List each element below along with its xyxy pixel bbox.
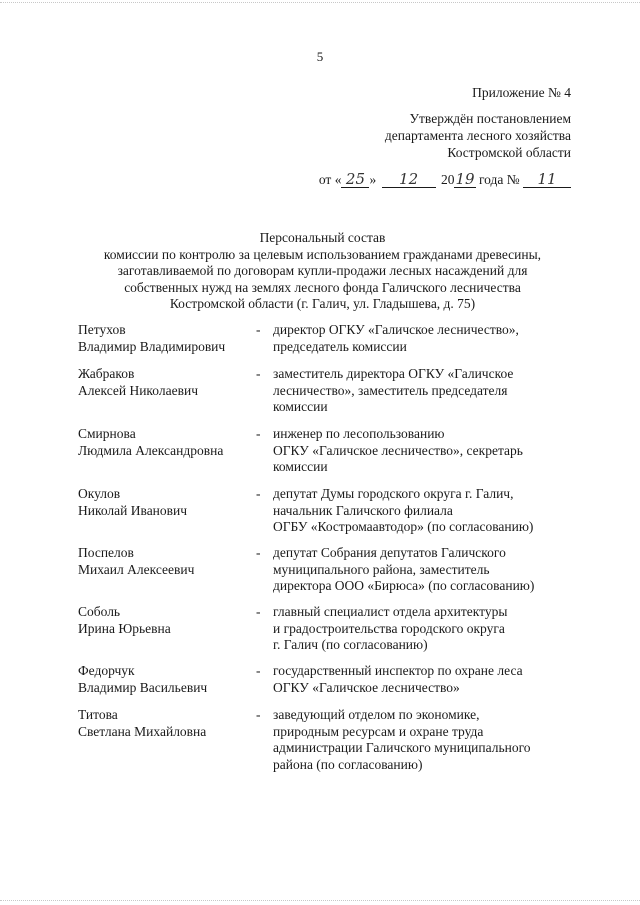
approved-by-line-3: Костромской области xyxy=(447,145,571,160)
member-surname: Титова xyxy=(78,707,118,722)
document-title xyxy=(70,230,575,313)
year-prefix: 20 xyxy=(437,172,455,187)
member-surname: Петухов xyxy=(78,322,126,337)
year-word: года № xyxy=(475,172,520,187)
member-role xyxy=(273,545,573,595)
member-dash: - xyxy=(256,663,261,678)
member-surname: Поспелов xyxy=(78,545,134,560)
member-role xyxy=(273,426,573,476)
title-line-2: заготавливаемой по договорам купли-продажи лесных насаждений для xyxy=(117,263,528,278)
member-dash: - xyxy=(256,366,261,381)
member-role xyxy=(273,322,573,355)
member-dash: - xyxy=(256,707,261,722)
decree-date-line xyxy=(319,171,571,188)
member-surname: Жабраков xyxy=(78,366,135,381)
member-dash: - xyxy=(256,426,261,441)
member-role xyxy=(273,604,573,654)
member-name xyxy=(78,707,248,740)
role-line: депутат Собрания депутатов Галичского xyxy=(273,545,506,560)
member-role xyxy=(273,663,573,696)
member-dash: - xyxy=(256,604,261,619)
role-line: начальник Галичского филиала xyxy=(273,502,453,518)
member-dash: - xyxy=(256,545,261,560)
member-given-name: Ирина Юрьевна xyxy=(78,620,171,636)
page-number: 5 xyxy=(316,49,324,64)
approved-by-line-2: департамента лесного хозяйства xyxy=(384,128,571,143)
approval-block xyxy=(319,84,571,188)
role-line: лесничество», заместитель председателя xyxy=(273,382,508,398)
role-line: природным ресурсам и охране труда xyxy=(273,723,484,739)
role-line: директора ООО «Бирюса» (по согласованию) xyxy=(273,578,535,593)
role-line: комиссии xyxy=(273,399,328,414)
member-surname: Смирнова xyxy=(78,426,136,441)
role-line: депутат Думы городского округа г. Галич, xyxy=(273,486,514,501)
role-line: района (по согласованию) xyxy=(273,756,423,772)
date-day-handwritten: 25 xyxy=(341,172,369,188)
member-role xyxy=(273,707,573,773)
role-line: муниципального района, заместитель xyxy=(273,561,490,577)
role-line: комиссии xyxy=(273,459,328,474)
role-line: и градостроительства городского округа xyxy=(273,620,505,636)
year-suffix-handwritten: 19 xyxy=(455,170,475,188)
member-given-name: Владимир Владимирович xyxy=(78,338,226,354)
member-given-name: Николай Иванович xyxy=(78,502,188,518)
appendix-label: Приложение № 4 xyxy=(472,85,571,100)
member-role xyxy=(273,366,573,416)
role-line: г. Галич (по согласованию) xyxy=(273,637,428,652)
member-given-name: Светлана Михайловна xyxy=(78,723,207,739)
member-given-name: Владимир Васильевич xyxy=(78,679,208,695)
date-prefix: от « xyxy=(318,172,342,187)
member-surname: Соболь xyxy=(78,604,121,619)
member-dash: - xyxy=(256,322,261,337)
member-role xyxy=(273,486,573,536)
title-line-4: Костромской области (г. Галич, ул. Гладышева, д. 75) xyxy=(169,296,476,311)
role-line: администрации Галичского муниципального xyxy=(273,740,531,755)
date-month-handwritten: 12 xyxy=(382,172,436,188)
date-mid: » xyxy=(369,172,380,187)
member-surname: Федорчук xyxy=(78,663,135,678)
member-name xyxy=(78,663,248,696)
title-heading: Персональный состав xyxy=(259,230,386,245)
role-line: государственный инспектор по охране леса xyxy=(273,663,523,678)
member-name xyxy=(78,366,248,399)
scan-edge-bottom xyxy=(0,900,640,902)
role-line: директор ОГКУ «Галичское лесничество», xyxy=(273,322,519,337)
role-line: ОГКУ «Галичское лесничество» xyxy=(273,679,460,695)
scan-edge-top xyxy=(0,2,640,4)
role-line: председатель комиссии xyxy=(273,338,407,354)
approved-by-line-1: Утверждён постановлением xyxy=(409,111,571,126)
role-line: ОГКУ «Галичское лесничество», секретарь xyxy=(273,442,523,458)
member-name xyxy=(78,545,248,578)
role-line: инженер по лесопользованию xyxy=(273,426,445,441)
role-line: ОГБУ «Костромаавтодор» (по согласованию) xyxy=(273,519,534,534)
member-given-name: Михаил Алексеевич xyxy=(78,561,195,577)
member-name xyxy=(78,426,248,459)
member-name xyxy=(78,486,248,519)
decree-number-handwritten: 11 xyxy=(523,172,571,188)
member-surname: Окулов xyxy=(78,486,121,501)
role-line: главный специалист отдела архитектуры xyxy=(273,604,508,619)
title-line-1: комиссии по контролю за целевым использованием гражданами древесины, xyxy=(103,246,542,262)
role-line: заместитель директора ОГКУ «Галичское xyxy=(273,366,514,381)
member-name xyxy=(78,322,248,355)
member-given-name: Людмила Александровна xyxy=(78,442,224,458)
role-line: заведующий отделом по экономике, xyxy=(273,707,480,722)
title-line-3: собственных нужд на землях лесного фонда Галичского лесничества xyxy=(124,279,521,295)
member-given-name: Алексей Николаевич xyxy=(78,382,198,398)
member-dash: - xyxy=(256,486,261,501)
member-name xyxy=(78,604,248,637)
